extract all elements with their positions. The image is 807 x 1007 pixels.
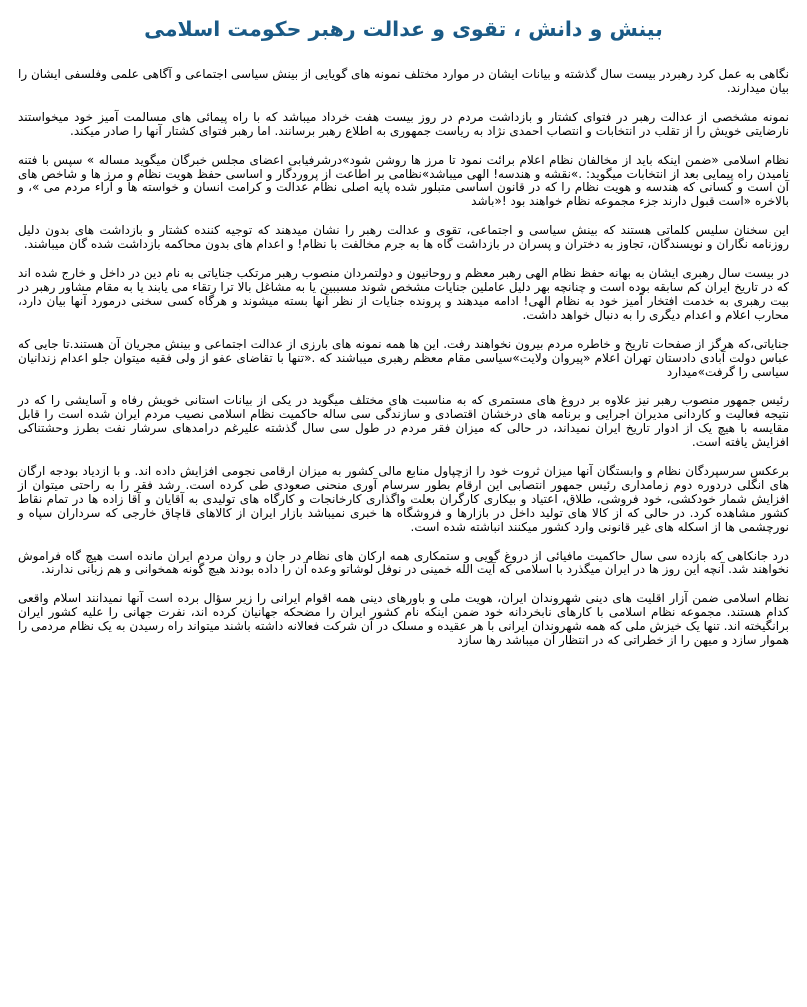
paragraph: در بیست سال رهبری ایشان به بهانه حفظ نظام الهی رهبر معظم و روحانیون و دولتمردان منصوب رهبر مرتکب جنایاتی به نام دین در داخل و خارج شده اند که در تاریخ ایران کم سابقه بوده است و چنانچه بهر دلیل عاملین جنایات مشخص شوند مسببین یا به مشاغل بالا ترا رتقاء می یابند یا به مقام مشاور رهبر در بیت رهبری به خدمت افتخار آمیز خود به نظام الهی! ادامه میدهند و پرونده جنایات از نظر آنها بسته میشوند و هرگاه کسی سخنی درمورد آنها بیان دارد، محارب اعلام و اعدام دیگری را به دنبال خواهد داشت. [18, 266, 789, 322]
paragraph: این سخنان سلیس کلماتی هستند که بینش سیاسی و اجتماعی، تقوی و عدالت رهبر را نشان میدهند که توجیه کننده کشتار و بازداشت های بدون دلیل روزنامه نگاران و نویسندگان، تجاوز به دختران و پسران در بازداشت گاه ها به جرم مخالفت با نظام! و اعدام های بدون محاکمه بازداشت شده گان میباشند. [18, 223, 789, 252]
paragraph: نگاهی به عمل کرد رهبردر بیست سال گذشته و بیانات ایشان در موارد مختلف نمونه های گویایی از بینش سیاسی اجتماعی و آگاهی علمی وفلسفی ایشان را بیان میدارند. [18, 67, 789, 95]
paragraph: جنایاتی،که هرگز از صفحات تاریخ و خاطره مردم بیرون نخواهند رفت. این ها همه نمونه های بارزی از عدالت اجتماعی و بینش مجریان آن هستند.تا جایی که عباس دولت آبادی دادستان تهران اعلام «پیروان ولایت»سیاسی مقام معظم رهبری میباشند که .«تنها با تقاضای عفو از ولی فقیه میتوان جلو اعدام زندانیان سیاسی را گرفت»میدارد [18, 336, 789, 379]
paragraph: رئیس جمهور منصوب رهبر نیز علاوه بر دروغ های مستمری که به مناسبت های مختلف میگوید در یکی از بیانات استانی خویش رفاه و آسایشی را که در نتیجه فعالیت و کاردانی مدیران اجرایی و برنامه های درخشان اقتصادی و سازندگی سی ساله حاکمیت نظام اسلامی نصیب مردم ایران شده است را قابل مقایسه با هیچ یک از ادوار تاریخ ایران نمیداند، در حالی که میزان فقر مردم در طول سی سال گذشته علیرغم درامدهای سرشار نفت بطرز وحشتناکی افزایش یافته است. [18, 393, 789, 450]
paragraph: برعکس سرسپردگان نظام و وابستگان آنها میزان ثروت خود را ازچپاول منابع مالی کشور به میزان ارقامی نجومی افزایش داده اند. و با ازدیاد بودجه ارگان های انگلی دردوره دوم زمامداری رئیس جمهور انتصابی این ارقام بطور سرسام آوری منحنی صعودی طی کرده است. رشد فقر را به راحتی میتوان از افزایش شمار خودکشی، خود فروشی، طلاق، اعتیاد و بیکاری کارگران بعلت واگذاری کارخانجات و کارگاه های تولیدی به آقایان و آقا زاده ها در تمام نقاط کشور مشاهده کرد. در حالی که از کالا های تولید داخل در بازارها و فروشگاه ها خبری نمیباشد بازار ایران از کالاهای قاچاق خارجی که سرداران سپاه و نورچشمی ها از اسکله های غیر قانونی وارد کشور میکنند انباشته شده است. [18, 464, 789, 534]
paragraph: درد جانکاهی که بازده سی سال حاکمیت مافیائی از دروغ گویی و ستمکاری همه ارکان های نظام در جان و روان مردم ایران مانده است هیچ گاه فراموش نخواهند شد. آنچه این روز ها در ایران میگذرد با اسلامی که آیت الله خمینی در نوفل لوشاتو وعده آن را داده بودند هیچ گونه همخوانی و هم زبانی ندارند. [18, 548, 789, 577]
paragraph: نمونه مشخصی از عدالت رهبر در فتوای کشتار و بازداشت مردم در روز بیست هفت خرداد میباشد که با راه پیمائی های مسالمت آمیز خود میخواستند نارضایتی خویش را از تقلب در انتخابات و انتصاب احمدی نژاد به ریاست جمهوری به اطلاع رهبر برسانند. اما رهبر فتوای کشتار آنها را صادر میکند. [18, 109, 789, 138]
paragraph: نظام اسلامی ضمن آزار اقلیت های دینی شهروندان ایران، هویت ملی و باورهای دینی همه اقوام ایرانی را زیر سؤال برده است آنها نمیدانند اسلام واقعی کدام هستند. مجموعه نظام اسلامی با کارهای نابخردانه خود ضمن اینکه نام کشور ایران را مضحکه جهانیان کرده اند، نفرت جهانی را علیه کشور ایران برانگیخته اند. تنها یک خیزش ملی که همه شهروندان ایرانی با هر عقیده و مسلک در آن شرکت فعالانه داشته باشند میتواند راه رسیدن به یک نظام مردمی را هموار سازد و میهن را از خطراتی که در انتظار آن میباشد رها سازد [18, 591, 789, 648]
page-title: بینش و دانش ، تقوی و عدالت رهبر حکومت اسلامی [144, 17, 663, 41]
article-body [18, 68, 789, 648]
paragraph: نظام اسلامی «ضمن اینکه باید از مخالفان نظام اعلام برائت نمود تا مرز ها روشن شود»درشرفیابی اعضای مجلس خبرگان میگوید مساله » سپس با فتنه نامیدن راه پیمایی بعد از انتخابات میگوید: .»نقشه و هندسه! الهی میباشد»نظامی بر اطاعت از پروردگار و اساسی حفظ هویت نظام و مرز ها و شاخص های آن است و کسانی که هندسه و هویت نظام را که در قانون اساسی متبلور شده پایه اصلی نظام عدالت و کرامت انسان و خواسته ها و آراء مردم می »، و بالاخره «است قبول دارند جزء مجموعه نظام خواهند بود !«باشد [18, 152, 789, 209]
